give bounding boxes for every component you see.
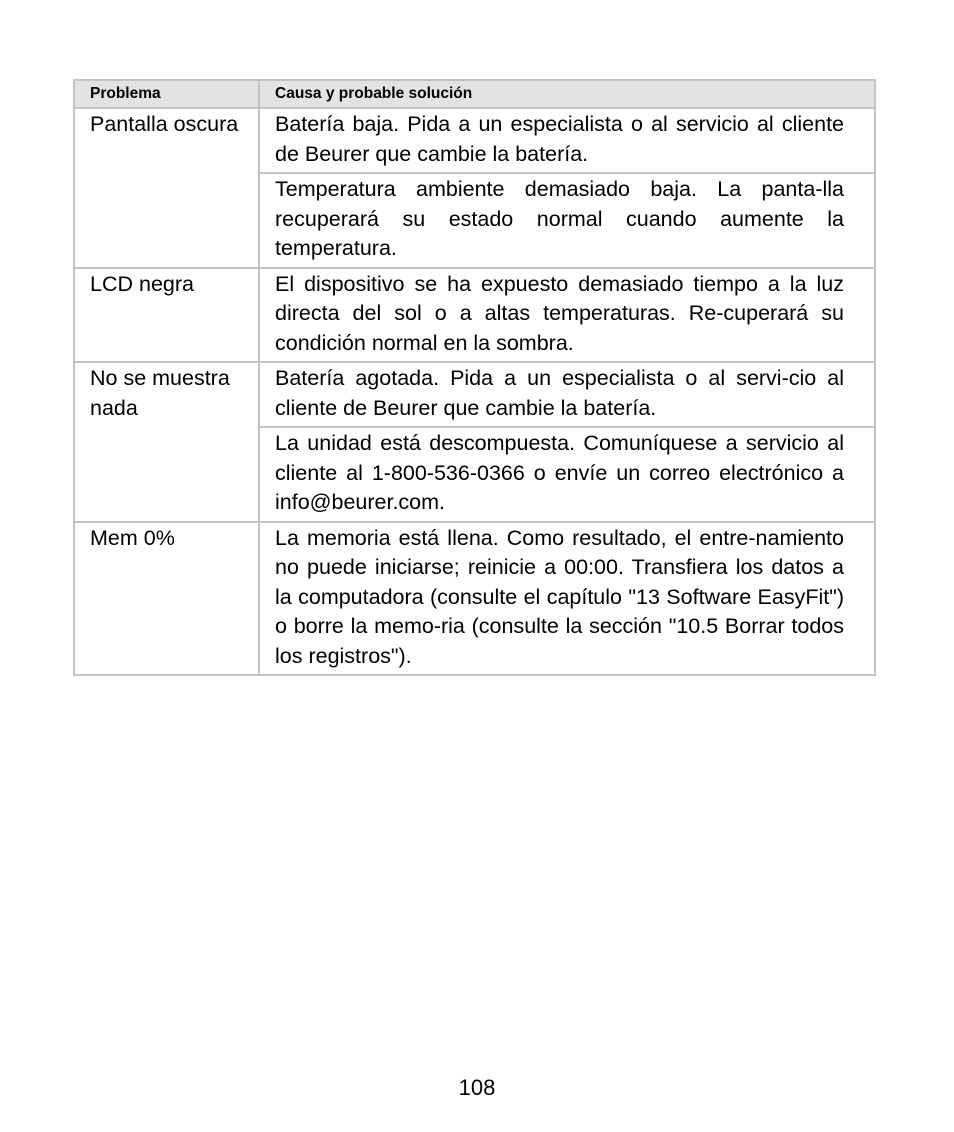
- table-row: [74, 268, 875, 363]
- problem-cell: No se muestra nada: [74, 362, 259, 522]
- problem-cell: Mem 0%: [74, 522, 259, 676]
- table-row: [74, 362, 875, 427]
- header-cause: Causa y probable solución: [259, 80, 875, 108]
- cause-cell: Batería agotada. Pida a un especialista o al servi-cio al cliente de Beurer que cambie la batería.: [259, 362, 875, 427]
- problem-cell: Pantalla oscura: [74, 108, 259, 268]
- table-row: [74, 522, 875, 676]
- problem-cell: LCD negra: [74, 268, 259, 363]
- cause-cell: Temperatura ambiente demasiado baja. La panta-lla recuperará su estado normal cuando aumente la temperatura.: [259, 173, 875, 268]
- table-row: [74, 108, 875, 173]
- page-number: 108: [458, 1075, 496, 1100]
- cause-cell: Batería baja. Pida a un especialista o al servicio al cliente de Beurer que cambie la batería.: [259, 108, 875, 173]
- cause-cell: La unidad está descompuesta. Comuníquese a servicio al cliente al 1-800-536-0366 o envíe un correo electrónico a info@beurer.com.: [259, 427, 875, 522]
- header-problem: Problema: [74, 80, 259, 108]
- cause-cell: El dispositivo se ha expuesto demasiado tiempo a la luz directa del sol o a altas temperaturas. Re-cuperará su condición normal en la sombra.: [259, 268, 875, 363]
- table-header-row: [74, 80, 875, 108]
- troubleshooting-table: [73, 79, 876, 676]
- cause-cell: La memoria está llena. Como resultado, el entre-namiento no puede iniciarse; reinicie a 00:00. Transfiera los datos a la computadora (consulte el capítulo "13 Software EasyFit") o borre la memo-ria (consulte la sección "10.5 Borrar todos los registros").: [259, 522, 875, 676]
